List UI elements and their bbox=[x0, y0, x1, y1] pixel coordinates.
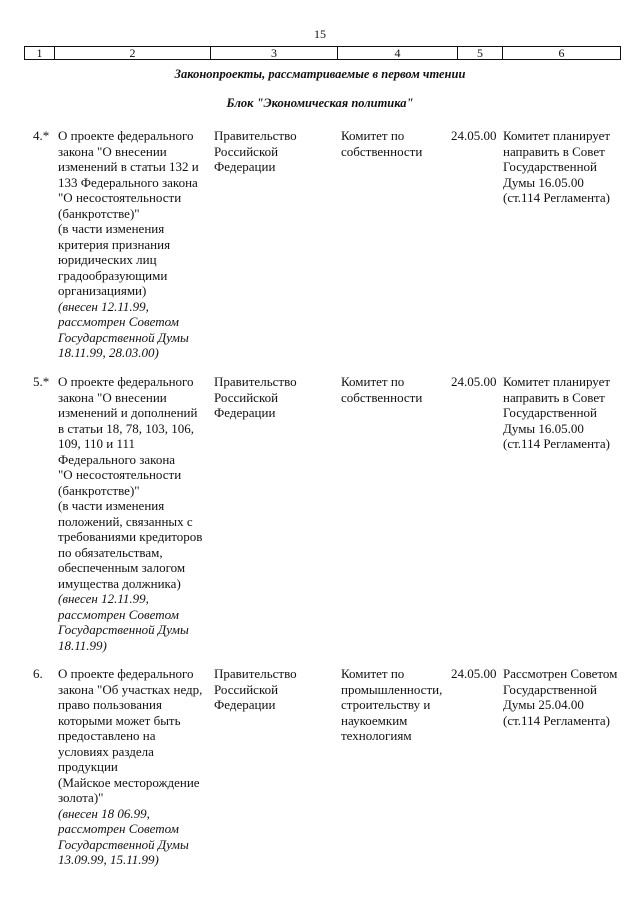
entry-title-line: по обязательствам, bbox=[58, 544, 163, 560]
entry-status bbox=[503, 374, 625, 452]
column-number-4: 4 bbox=[338, 47, 458, 60]
entry-introduction-note-line: рассмотрен Советом bbox=[58, 821, 179, 836]
entry-introduction-note-line: 18.11.99) bbox=[58, 637, 107, 653]
entry-source bbox=[214, 128, 334, 175]
entry-number: 6. bbox=[33, 666, 43, 681]
entry-title-line: условиях раздела bbox=[58, 743, 154, 759]
page-number: 15 bbox=[314, 27, 326, 41]
entry-introduction-note-line: (внесен 12.11.99, bbox=[58, 298, 149, 314]
entry-committee bbox=[341, 128, 449, 159]
entry-title-line: О проекте федерального bbox=[58, 666, 194, 681]
entry-source-line: Российской bbox=[214, 681, 279, 697]
entry-introduction-note-line: Государственной Думы bbox=[58, 329, 189, 345]
entry-status-line: Государственной bbox=[503, 405, 598, 420]
entry-introduction-note-line: 13.09.99, 15.11.99) bbox=[58, 852, 159, 867]
entry-title-line: имущества должника) bbox=[58, 575, 181, 591]
entry-number: 4.* bbox=[33, 128, 50, 143]
entry-title-line: (банкротстве)" bbox=[58, 482, 140, 498]
entry-status-line: (ст.114 Регламента) bbox=[503, 190, 610, 205]
entry-introduction-note-line: Государственной Думы bbox=[58, 836, 189, 852]
entry-status-line: Государственной bbox=[503, 159, 598, 174]
entry-title-line: Федерального закона bbox=[58, 451, 176, 467]
entry-introduction-note-line: рассмотрен Советом bbox=[58, 606, 179, 622]
entry-introduction-note-line: Государственной Думы bbox=[58, 622, 189, 637]
entry-source bbox=[214, 374, 334, 421]
entry-title-line: право пользования bbox=[58, 697, 162, 712]
column-number-5: 5 bbox=[458, 47, 503, 60]
column-number-2: 2 bbox=[55, 47, 211, 60]
entry-committee-line: строительству и bbox=[341, 697, 431, 712]
entry-committee-line: наукоемким bbox=[341, 712, 408, 728]
entry-title-line: в статьи 18, 78, 103, 106, bbox=[58, 420, 194, 436]
entry-title bbox=[58, 128, 208, 361]
entry-number: 5.* bbox=[33, 374, 50, 389]
entry-status-line: направить в Совет bbox=[503, 389, 605, 405]
entry-title-line: градообразующими bbox=[58, 267, 168, 283]
entry-title-line: изменений в статьи 132 и bbox=[58, 159, 199, 174]
column-number-header bbox=[24, 46, 621, 60]
entry-source-line: Федерации bbox=[214, 697, 276, 712]
entry-source-line: Федерации bbox=[214, 405, 276, 420]
section-heading-block: Блок "Экономическая политика" bbox=[226, 96, 414, 110]
entry-title-line: обеспеченным залогом bbox=[58, 560, 186, 575]
entry-status-line: Комитет планирует bbox=[503, 128, 611, 143]
entry-title-line: продукции bbox=[58, 759, 118, 774]
entry-committee bbox=[341, 666, 449, 744]
entry-title-line: закона "Об участках недр, bbox=[58, 681, 203, 697]
entry-title-line: (в части изменения bbox=[58, 221, 165, 236]
entry-status bbox=[503, 128, 625, 206]
entry-source-line: Правительство bbox=[214, 666, 297, 681]
entry-status-line: Думы 25.04.00 bbox=[503, 697, 584, 712]
entry-title-line: предоставлено на bbox=[58, 728, 156, 743]
entry-title-line: требованиями кредиторов bbox=[58, 529, 203, 544]
entry-date: 24.05.00 bbox=[451, 666, 497, 681]
entry-status-line: Государственной bbox=[503, 681, 598, 697]
entry-source-line: Российской bbox=[214, 143, 279, 159]
entry-status-line: Рассмотрен Советом bbox=[503, 666, 618, 681]
entry-title bbox=[58, 666, 208, 868]
entry-title-line: "О несостоятельности bbox=[58, 190, 182, 205]
section-heading-first-reading: Законопроекты, рассматриваемые в первом чтении bbox=[174, 67, 466, 81]
entry-title-line: 133 Федерального закона bbox=[58, 174, 198, 190]
entry-introduction-note-line: (внесен 18 06.99, bbox=[58, 805, 150, 821]
entry-status-line: Думы 16.05.00 bbox=[503, 174, 584, 190]
column-number-6: 6 bbox=[503, 47, 621, 60]
entry-date: 24.05.00 bbox=[451, 374, 497, 389]
entry-title-line: которыми может быть bbox=[58, 712, 181, 728]
column-number-1: 1 bbox=[25, 47, 55, 60]
entry-source-line: Российской bbox=[214, 389, 279, 405]
entry-title-line: закона "О внесении bbox=[58, 143, 167, 159]
entry-committee bbox=[341, 374, 449, 405]
entry-status-line: (ст.114 Регламента) bbox=[503, 436, 610, 451]
entry-title-line: (Майское месторождение bbox=[58, 774, 200, 790]
entry-title bbox=[58, 374, 208, 653]
entry-title-line: золота)" bbox=[58, 790, 104, 805]
entry-status-line: Думы 16.05.00 bbox=[503, 420, 584, 436]
entry-title-line: критерия признания bbox=[58, 236, 171, 252]
entry-title-line: юридических лиц bbox=[58, 252, 157, 267]
entry-status-line: Комитет планирует bbox=[503, 374, 611, 389]
entry-title-line: положений, связанных с bbox=[58, 513, 193, 529]
entry-source bbox=[214, 666, 334, 713]
entry-committee-line: собственности bbox=[341, 389, 423, 405]
entry-committee-line: промышленности, bbox=[341, 681, 443, 697]
entry-committee-line: Комитет по bbox=[341, 374, 405, 389]
entry-introduction-note-line: 18.11.99, 28.03.00) bbox=[58, 345, 159, 360]
entry-date: 24.05.00 bbox=[451, 128, 497, 143]
entry-committee-line: технологиям bbox=[341, 728, 412, 743]
entry-source-line: Правительство bbox=[214, 374, 297, 389]
column-number-3: 3 bbox=[211, 47, 338, 60]
entry-introduction-note-line: (внесен 12.11.99, bbox=[58, 591, 149, 606]
entry-status bbox=[503, 666, 625, 728]
entry-title-line: 109, 110 и 111 bbox=[58, 436, 136, 451]
entry-source-line: Федерации bbox=[214, 159, 276, 174]
entry-title-line: О проекте федерального bbox=[58, 374, 194, 389]
entry-title-line: изменений и дополнений bbox=[58, 405, 198, 420]
entry-committee-line: Комитет по bbox=[341, 128, 405, 143]
entry-source-line: Правительство bbox=[214, 128, 297, 143]
entry-committee-line: Комитет по bbox=[341, 666, 405, 681]
entry-title-line: О проекте федерального bbox=[58, 128, 194, 143]
entry-status-line: направить в Совет bbox=[503, 143, 605, 159]
entry-status-line: (ст.114 Регламента) bbox=[503, 712, 610, 728]
entry-introduction-note-line: рассмотрен Советом bbox=[58, 314, 179, 329]
entry-title-line: (в части изменения bbox=[58, 498, 165, 513]
entry-title-line: (банкротстве)" bbox=[58, 205, 140, 221]
entry-title-line: организациями) bbox=[58, 283, 147, 298]
entry-committee-line: собственности bbox=[341, 143, 423, 159]
entry-title-line: "О несостоятельности bbox=[58, 467, 182, 482]
entry-title-line: закона "О внесении bbox=[58, 389, 167, 405]
